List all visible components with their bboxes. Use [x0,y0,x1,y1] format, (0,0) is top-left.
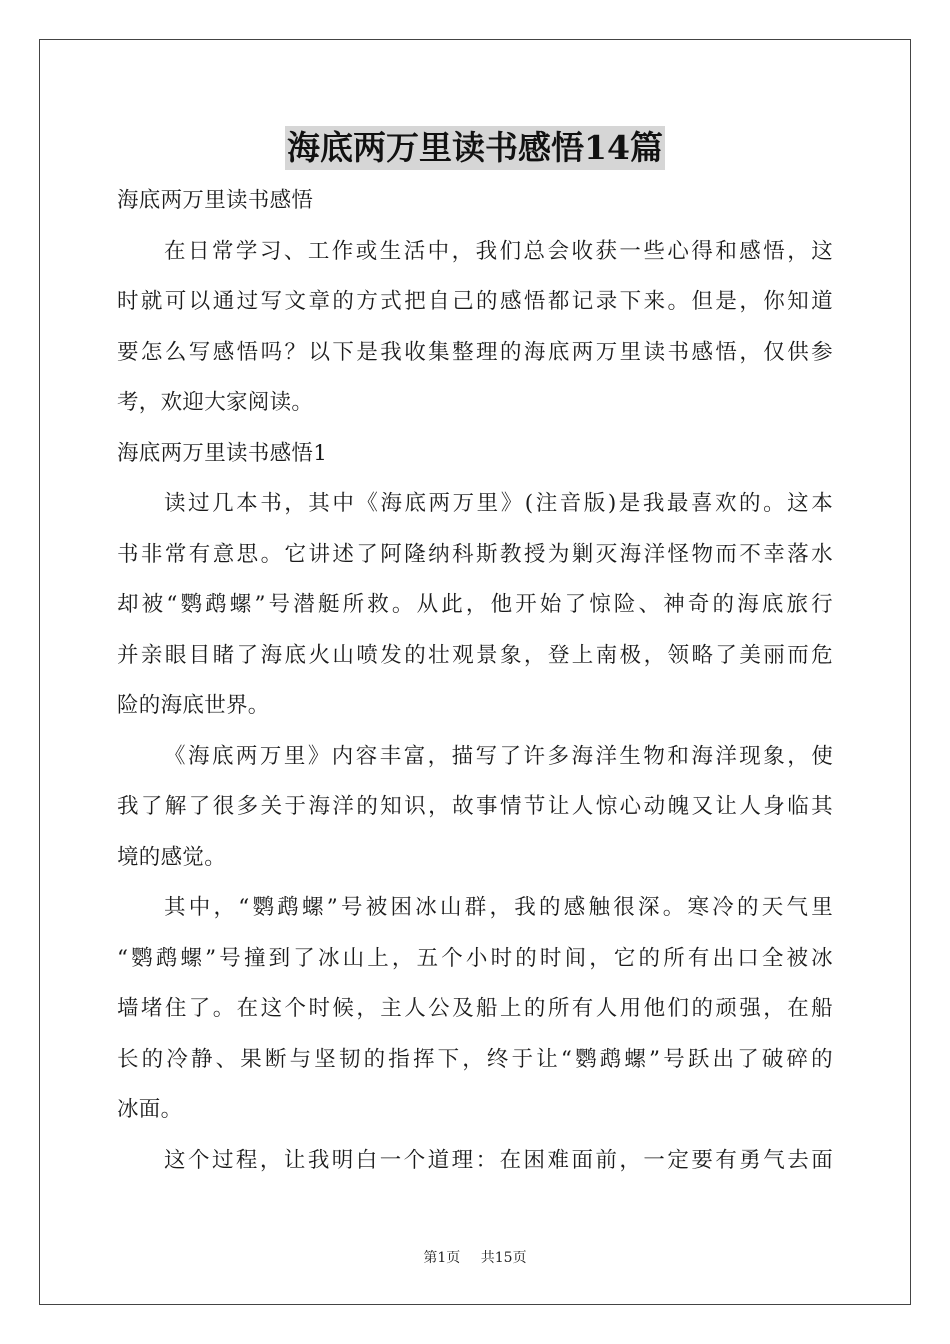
text-line: 在日常学习、工作或生活中，我们总会收获一些心得和感悟，这 [164,238,833,264]
text-line: 长的冷静、果断与坚韧的指挥下，终于让“鹦鹉螺”号跃出了破碎的 [117,1046,833,1072]
document-body [117,176,833,1186]
text-line: 其中，“鹦鹉螺”号被困冰山群，我的感触很深。寒冷的天气里 [164,895,833,920]
text-line: 海底两万里读书感悟 [117,188,314,213]
text-line: 读过几本书，其中《海底两万里》(注音版)是我最喜欢的。这本 [164,491,833,516]
text-line: “鹦鹉螺”号撞到了冰山上，五个小时的时间，它的所有出口全被冰 [117,945,833,971]
document-title: 海底两万里读书感悟14篇 [285,126,665,170]
text-line: 境的感觉。 [117,844,227,870]
text-line: 这个过程，让我明白一个道理：在困难面前，一定要有勇气去面 [164,1147,833,1173]
text-line: 我了解了很多关于海洋的知识，故事情节让人惊心动魄又让人身临其 [117,794,833,819]
text-line: 考，欢迎大家阅读。 [117,390,314,415]
text-line: 时就可以通过写文章的方式把自己的感悟都记录下来。但是，你知道 [117,289,833,314]
page-footer [0,1247,950,1267]
text-line: 险的海底世界。 [117,693,270,718]
text-line: 墙堵住了。在这个时候，主人公及船上的所有人用他们的顽强，在船 [117,996,833,1021]
page-number: 第1页 [423,1250,461,1266]
text-line: 却被“鹦鹉螺”号潜艇所救。从此，他开始了惊险、神奇的海底旅行 [117,592,833,617]
text-line: 要怎么写感悟吗？以下是我收集整理的海底两万里读书感悟，仅供参 [117,339,833,365]
page-total: 共15页 [480,1250,527,1266]
text-line: 并亲眼目睹了海底火山喷发的壮观景象，登上南极，领略了美丽而危 [117,642,833,668]
text-line: 海底两万里读书感悟1 [117,440,328,466]
title-container [0,126,950,170]
text-line: 《海底两万里》内容丰富，描写了许多海洋生物和海洋现象，使 [164,743,833,769]
text-line: 冰面。 [117,1097,183,1122]
text-line: 书非常有意思。它讲述了阿隆纳科斯教授为剿灭海洋怪物而不幸落水 [117,541,833,567]
